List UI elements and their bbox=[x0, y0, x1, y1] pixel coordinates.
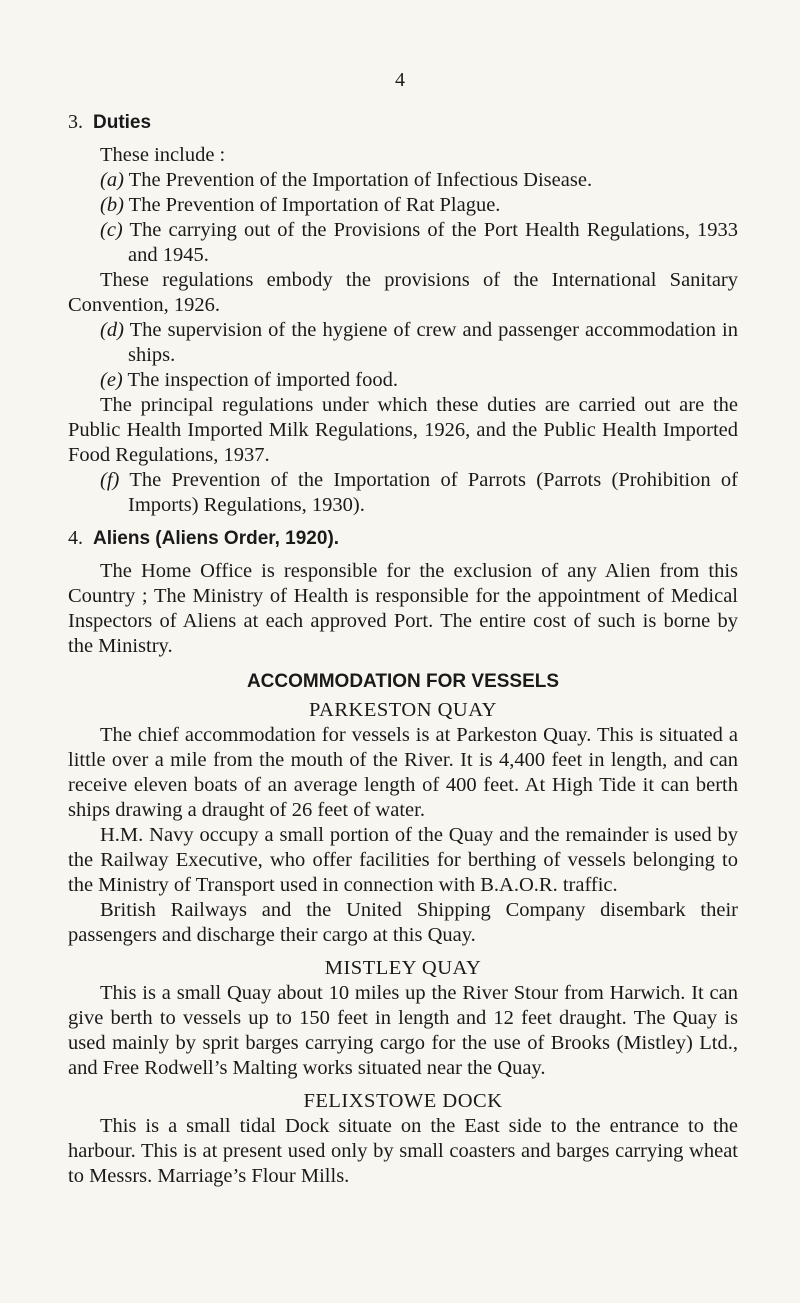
aliens-paragraph: The Home Office is responsible for the exclusion of any Alien from this Country ; The Ministry of Health is responsible for the appointment of Medical Inspectors of Aliens at each approved Port. The entire cost of such is borne by the Ministry. bbox=[68, 560, 738, 657]
duties-item-b: (b) The Prevention of Importation of Rat Plague. bbox=[100, 194, 501, 216]
parkeston-heading: PARKESTON QUAY bbox=[309, 699, 497, 721]
aliens-heading bbox=[68, 526, 738, 551]
aliens-heading-number: 4. bbox=[68, 527, 83, 549]
parkeston-paragraph: British Railways and the United Shipping Company disembark their passengers and discharge their cargo at this Quay. bbox=[68, 899, 738, 946]
parkeston-paragraph: H.M. Navy occupy a small portion of the Quay and the remainder is used by the Railway Executive, who offer facilities for berthing of vessels belonging to the Ministry of Transport used in connection with B.A.O.R. traffic. bbox=[68, 824, 738, 896]
parkeston-paragraph: The chief accommodation for vessels is at Parkeston Quay. This is situated a little over a mile from the mouth of the River. It is 4,400 feet in length, and can receive eleven boats of an average length of 400 feet. At High Tide it can berth ships drawing a draught of 26 feet of water. bbox=[68, 724, 738, 821]
duties-item-f: (f) The Prevention of the Importation of Parrots (Parrots (Prohibition of Imports) Regulations, 1930). bbox=[100, 469, 738, 516]
duties-item-c: (c) The carrying out of the Provisions of the Port Health Regulations, 1933 and 1945. bbox=[100, 219, 738, 266]
duties-item-a: (a) The Prevention of the Importation of Infectious Disease. bbox=[100, 169, 593, 191]
aliens-heading-text: Aliens (Aliens Order, 1920). bbox=[93, 528, 340, 549]
duties-heading bbox=[68, 110, 738, 135]
felixstowe-heading: FELIXSTOWE DOCK bbox=[303, 1090, 503, 1112]
mistley-paragraph: This is a small Quay about 10 miles up the River Stour from Harwich. It can give berth to vessels up to 150 feet in length and 12 feet draught. The Quay is used mainly by sprit barges carrying cargo for the use of Brooks (Mistley) Ltd., and Free Rodwell’s Malting works situated near the Quay. bbox=[68, 982, 738, 1079]
page-content bbox=[68, 110, 738, 1189]
page-number: 4 bbox=[395, 69, 405, 91]
duties-intro: These include : bbox=[100, 144, 226, 166]
mistley-heading: MISTLEY QUAY bbox=[324, 957, 482, 979]
duties-principal-paragraph: The principal regulations under which these duties are carried out are the Public Health Imported Milk Regulations, 1926, and the Public Health Imported Food Regulations, 1937. bbox=[68, 394, 738, 466]
duties-heading-number: 3. bbox=[68, 111, 83, 133]
accommodation-heading: ACCOMMODATION FOR VESSELS bbox=[246, 671, 560, 692]
duties-regulations-paragraph: These regulations embody the provisions of the International Sanitary Convention, 1926. bbox=[68, 269, 738, 316]
felixstowe-paragraph: This is a small tidal Dock situate on the East side to the entrance to the harbour. This is at present used only by small coasters and barges carrying wheat to Messrs. Marriage’s Flour Mills. bbox=[68, 1115, 738, 1187]
duties-item-d: (d) The supervision of the hygiene of crew and passenger accommodation in ships. bbox=[100, 319, 738, 366]
duties-heading-text: Duties bbox=[93, 112, 152, 133]
duties-item-e: (e) The inspection of imported food. bbox=[100, 369, 398, 391]
